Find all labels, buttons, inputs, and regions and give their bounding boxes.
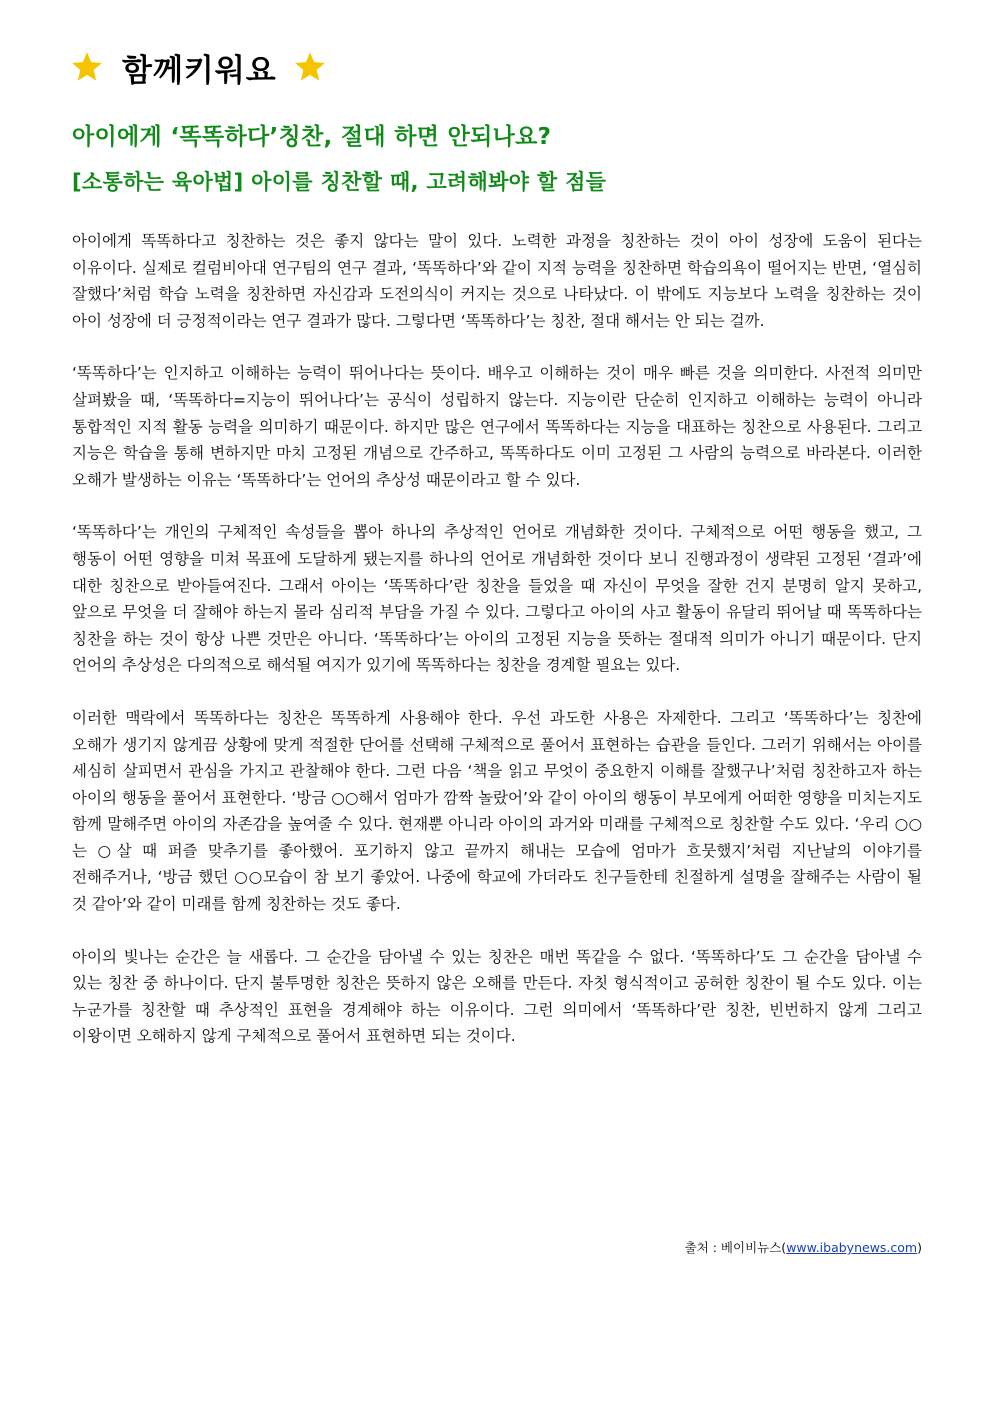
article-title: 아이에게 ‘똑똑하다’칭찬, 절대 하면 안되나요?: [72, 124, 552, 150]
source-label: 출처 : 베이비뉴스(: [684, 1240, 787, 1255]
paragraph: 아이에게 똑똑하다고 칭찬하는 것은 좋지 않다는 말이 있다. 노력한 과정을 칭찬하는 것이 아이 성장에 도움이 된다는 이유이다. 실제로 컬럼비아대 연구팀의 연구 결과, ‘똑똑하다’와 같이 지적 능력을 칭찬하면 학습의욕이 떨어지는 반면, ‘열심히 잘했다’처럼 학습 노력을 칭찬하면 자신감과 도전의식이 커지는 것으로 나타났다. 이 밖에도 지능보다 노력을 칭찬하는 것이 아이 성장에 더 긍정적이라는 연구 결과가 많다. 그렇다면 ‘똑똑하다’는 칭찬, 절대 해서는 안 되는 걸까.: [72, 232, 922, 330]
paragraph: 아이의 빛나는 순간은 늘 새롭다. 그 순간을 담아낼 수 있는 칭찬은 매번 똑같을 수 없다. ‘똑똑하다’도 그 순간을 담아낼 수 있는 칭찬 중 하나이다. 단지 불투명한 칭찬은 뜻하지 않은 오해를 만든다. 자칫 형식적이고 공허한 칭찬이 될 수도 있다. 이는 누군가를 칭찬할 때 추상적인 표현을 경계해야 하는 이유이다. 그런 의미에서 ‘똑똑하다’란 칭찬, 빈번하지 않게 그리고 이왕이면 오해하지 않게 구체적으로 풀어서 표현하면 되는 것이다.: [72, 947, 922, 1046]
source-suffix: ): [917, 1240, 922, 1255]
article-subtitle: [소통하는 육아법] 아이를 칭찬할 때, 고려해봐야 할 점들: [72, 170, 607, 194]
page-header: [70, 44, 327, 90]
star-icon: [293, 50, 327, 84]
article-body: [72, 228, 922, 1076]
paragraph: ‘똑똑하다’는 인지하고 이해하는 능력이 뛰어나다는 뜻이다. 배우고 이해하는 것이 매우 빠른 것을 의미한다. 사전적 의미만 살펴봤을 때, ‘똑똑하다=지능이 뛰어나다’는 공식이 성립하지 않는다. 지능이란 단순히 인지하고 이해하는 능력이 아니라 통합적인 지적 활동 능력을 의미하기 때문이다. 하지만 많은 연구에서 똑똑하다는 지능을 대표하는 칭찬으로 사용된다. 그리고 지능은 학습을 통해 변하지만 마치 고정된 개념으로 간주하고, 똑똑하다도 이미 고정된 그 사람의 능력으로 바라본다. 이러한 오해가 발생하는 이유는 ‘똑똑하다’는 언어의 추상성 때문이라고 할 수 있다.: [72, 364, 922, 489]
star-icon: [70, 50, 104, 84]
source-credit: [685, 1238, 922, 1256]
header-title: 함께키워요: [122, 52, 277, 89]
paragraph: ‘똑똑하다’는 개인의 구체적인 속성들을 뽑아 하나의 추상적인 언어로 개념화한 것이다. 구체적으로 어떤 행동을 했고, 그 행동이 어떤 영향을 미쳐 목표에 도달하게 됐는지를 하나의 언어로 개념화한 것이다 보니 진행과정이 생략된 고정된 ‘결과’에 대한 칭찬으로 받아들여진다. 그래서 아이는 ‘똑똑하다’란 칭찬을 들었을 때 자신이 무엇을 잘한 건지 분명히 알지 못하고, 앞으로 무엇을 더 잘해야 하는지 몰라 심리적 부담을 가질 수 있다. 그렇다고 아이의 사고 활동이 유달리 뛰어날 때 똑똑하다는 칭찬을 하는 것이 항상 나쁜 것만은 아니다. ‘똑똑하다’는 아이의 고정된 지능을 뜻하는 절대적 의미가 아니기 때문이다. 단지 언어의 추상성은 다의적으로 해석될 여지가 있기에 똑똑하다는 칭찬을 경계할 필요는 있다.: [72, 523, 922, 675]
paragraph: 이러한 맥락에서 똑똑하다는 칭찬은 똑똑하게 사용해야 한다. 우선 과도한 사용은 자제한다. 그리고 ‘똑똑하다’는 칭찬에 오해가 생기지 않게끔 상황에 맞게 적절한 단어를 선택해 구체적으로 풀어서 표현하는 습관을 들인다. 그러기 위해서는 아이를 세심히 살피면서 관심을 가지고 관찰해야 한다. 그런 다음 ‘책을 읽고 무엇이 중요한지 이해를 잘했구나’처럼 칭찬하고자 하는 아이의 행동을 풀어서 표현한다. ‘방금 ○○해서 엄마가 깜짝 놀랐어’와 같이 아이의 행동이 부모에게 어떠한 영향을 미치는지도 함께 말해주면 아이의 자존감을 높여줄 수 있다. 현재뿐 아니라 아이의 과거와 미래를 구체적으로 칭찬할 수도 있다. ‘우리 ○○는 ○살 때 퍼즐 맞추기를 좋아했어. 포기하지 않고 끝까지 해내는 모습에 엄마가 흐뭇했지’처럼 지난날의 이야기를 전해주거나, ‘방금 했던 ○○모습이 참 보기 좋았어. 나중에 학교에 가더라도 친구들한테 친절하게 설명을 잘해주는 사람이 될 것 같아’와 같이 미래를 함께 칭찬하는 것도 좋다.: [72, 708, 922, 914]
source-link[interactable]: www.ibabynews.com: [786, 1240, 918, 1255]
